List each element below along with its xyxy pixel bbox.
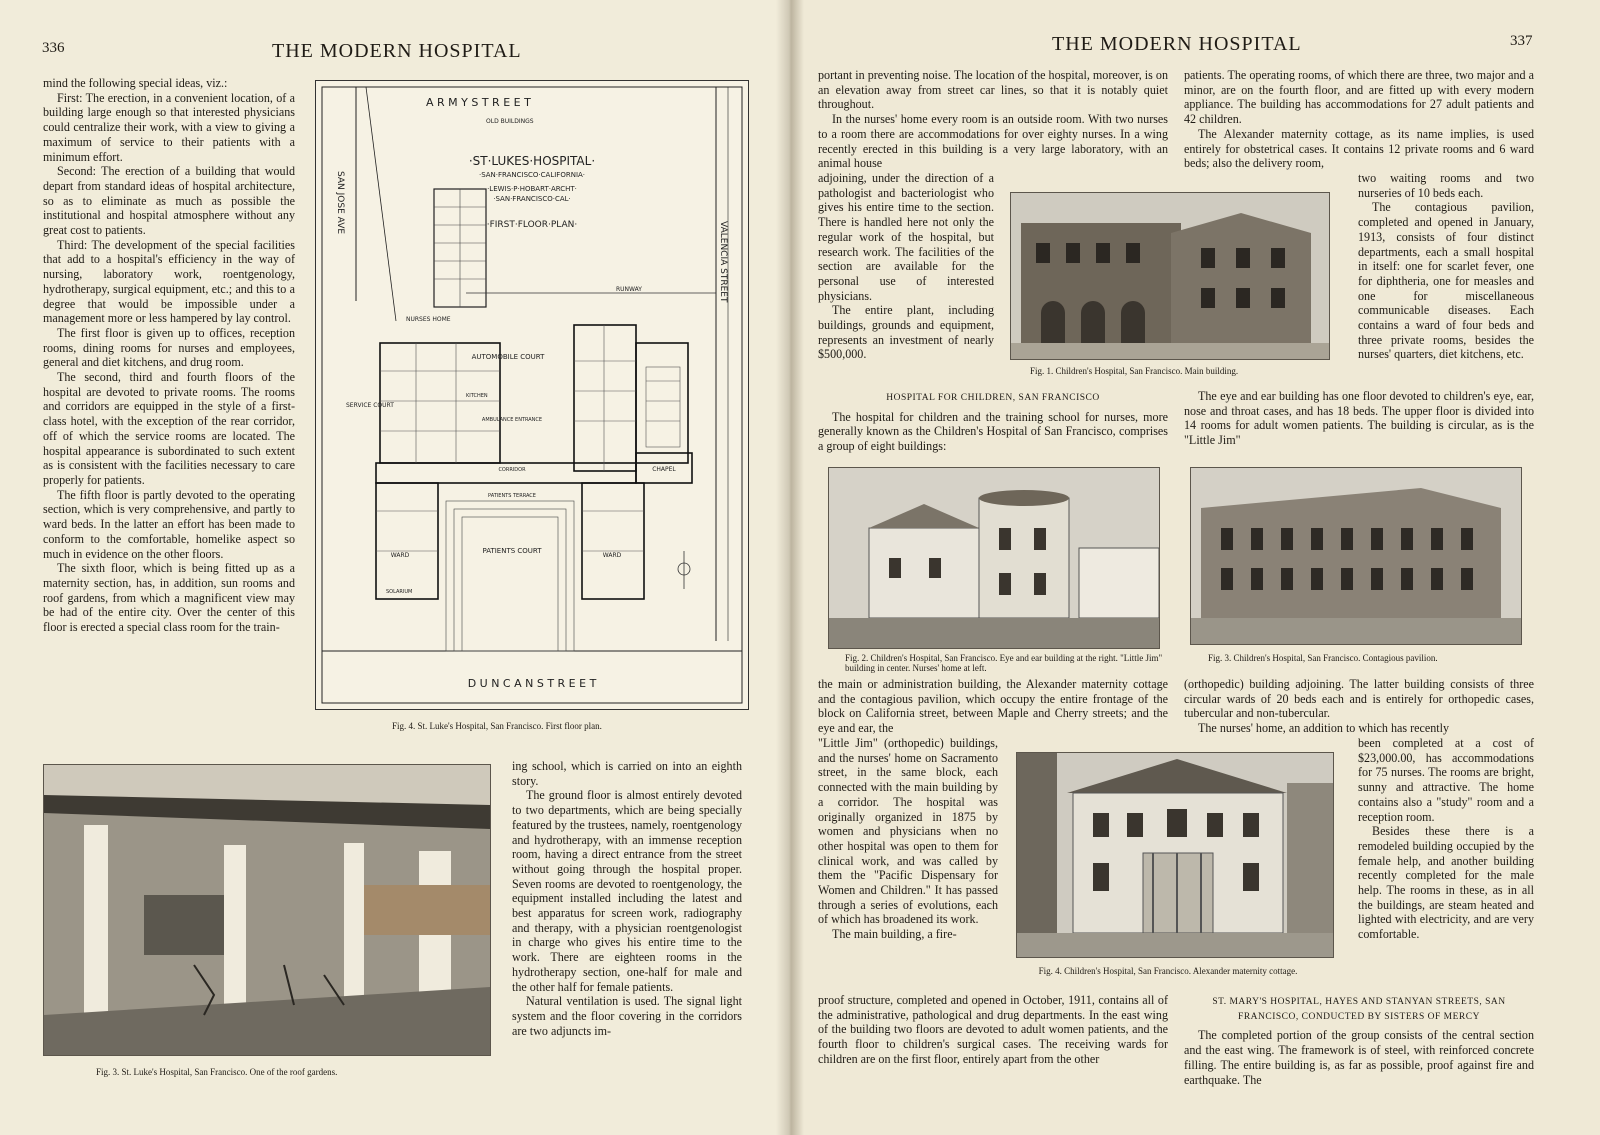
paragraph: Second: The erection of a building that would depart from standard ideas of hospital architecture, so as to eliminate as much as possible the institutional and hospital atmosphere without any great cost to patients. [43, 164, 295, 238]
section-heading-childrens: HOSPITAL FOR CHILDREN, SAN FRANCISCO [886, 393, 1100, 403]
plan-street-left: SAN JOSE AVE [335, 171, 345, 235]
contagious-pavilion-photo [1190, 467, 1522, 645]
fig3-caption-left: Fig. 3. St. Luke's Hospital, San Francisco. One of the roof gardens. [96, 1067, 338, 1077]
right-column-c-top [818, 677, 1168, 736]
fig4-caption-right: Fig. 4. Children's Hospital, San Francisco. Alexander maternity cottage. [1038, 966, 1298, 976]
plan-solarium: SOLARIUM [386, 589, 413, 595]
paragraph: The contagious pavilion, completed and opened in January, 1913, consists of four distinct departments, each a small hospital in itself: one for scarlet fever, one for diphtheria, one for measles and one for miscellaneous communicable diseases. Each contains a ward of four beds and three private rooms, besides the nurses' quarters, diet kitchens, etc. [1358, 200, 1534, 362]
eye-ear-building-photo [828, 467, 1160, 649]
paragraph: the main or administration building, the Alexander maternity cottage and the contagious pavilion, which occupy the entire frontage of the block on California street, between Maple and Cherry streets; and the eye and ear, the [818, 677, 1168, 736]
paragraph: In the nurses' home every room is an outside room. With two nurses to a room there are accommodations for over eighty nurses. In a wing recently erected in this building is a very large laboratory, with an animal house [818, 112, 1168, 171]
fig4-caption-left: Fig. 4. St. Luke's Hospital, San Francisco. First floor plan. [392, 721, 602, 731]
paragraph: The eye and ear building has one floor devoted to children's eye, ear, nose and throat cases, and has 18 beds. The upper floor is divided into 14 rooms for adult women patients. The building is circular, as is the "Little Jim" [1184, 389, 1534, 448]
book-gutter [776, 0, 804, 1135]
paragraph: The completed portion of the group consists of the central section and the east wing. The framework is of steel, with reinforced concrete filling. The entire building is, as far as possible, proof against fire and earthquake. The [1184, 1028, 1534, 1087]
left-page [0, 0, 790, 1135]
plan-corridor: CORRIDOR [498, 467, 526, 473]
right-column-c-narrow [818, 736, 998, 942]
paragraph: adjoining, under the direction of a pathologist and bacteriologist who gives his entire time to the section. There is handled here not only the regular work of the hospital, but research work. The facilities of the section are available for the personal use of interested physicians. [818, 171, 994, 303]
fig1-caption: Fig. 1. Children's Hospital, San Francisco. Main building. [1030, 366, 1239, 376]
paragraph: (orthopedic) building adjoining. The latter building consists of three circular wards of 20 beds each and is entirely for orthopedic cases, tubercular and non-tubercular. [1184, 677, 1534, 721]
paragraph: The first floor is given up to offices, reception rooms, dining rooms for nurses and employees, general and diet kitchens, and drug room. [43, 325, 295, 370]
paragraph: portant in preventing noise. The location of the hospital, moreover, is on an elevation away from street car lines, so that it is notably quiet throughout. [818, 68, 1168, 112]
alexander-cottage-photo [1016, 752, 1334, 958]
paragraph: ing school, which is carried on into an eighth story. [512, 759, 742, 788]
paragraph: Besides these there is a remodeled building occupied by the female help, and another building recently completed for the male help. The rooms in these, as in all the buildings, are steam heated and lighted with electricity, and are very comfortable. [1358, 824, 1534, 942]
paragraph: proof structure, completed and opened in October, 1911, contains all of the administrative, pathological and drug departments. In the east wing of the building two floors are devoted to adult women patients, and the fourth floor to children's surgical cases. The receiving wards for children are on the first floor, entirely apart from the other [818, 993, 1168, 1066]
plan-runway: RUNWAY [616, 286, 642, 293]
plan-ambulance: AMBULANCE ENTRANCE [481, 417, 543, 423]
right-column-b-after [1184, 389, 1534, 448]
fig3-caption-right: Fig. 3. Children's Hospital, San Francisco. Contagious pavilion. [1208, 653, 1438, 663]
plan-kitchen: KITCHEN [466, 393, 488, 399]
right-column-a-narrow [818, 171, 994, 362]
paragraph: The nurses' home, an addition to which has recently [1198, 721, 1450, 736]
paragraph: The ground floor is almost entirely devoted to two departments, which are being specially featured by the trustees, namely, roentgenology and hydrotherapy, with an immense reception room, having a direct entrance from the street without going through the hospital proper. Seven rooms are devoted to roentgenology, the equipment installed including the latest and best apparatus for screen work, radiography and therapy, with a physician roentgenologist in charge who gives his entire time to the work. There are eighteen rooms in the hydrotherapy section, one-half for male and the other half for female patients. [512, 788, 742, 994]
right-column-d-after [1184, 993, 1534, 1087]
right-column-c-after [818, 993, 1168, 1067]
paragraph: The Alexander maternity cottage, as its name implies, is used entirely for obstetrical cases. It contains 12 private rooms and 6 ward beds; also the delivery room, [1184, 126, 1534, 171]
paragraph: patients. The operating rooms, of which there are three, two major and a minor, are on the fourth floor, and are fitted up with every modern appliance. The building has accommodations for 27 adult patients and 42 children. [1184, 68, 1534, 127]
right-column-b-narrow [1358, 171, 1534, 362]
plan-architect-city: ·SAN·FRANCISCO·CAL· [493, 195, 571, 203]
plan-patients-court: PATIENTS COURT [482, 547, 542, 555]
section-heading-st-marys: ST. MARY'S HOSPITAL, HAYES AND STANYAN STREETS, SAN FRANCISCO, CONDUCTED BY SISTERS OF MERCY [1212, 997, 1506, 1022]
paragraph: The entire plant, including buildings, grounds and equipment, represents an investment of nearly $500,000. [818, 303, 994, 362]
running-head-right: THE MODERN HOSPITAL [1052, 33, 1302, 55]
plan-subtitle: ·SAN·FRANCISCO·CALIFORNIA· [478, 171, 586, 179]
right-column-d-top [1184, 677, 1534, 736]
paragraph: The sixth floor, which is being fitted up as a maternity section, has, in addition, sun rooms and roof gardens, from which a magnificent view may be had of the entire city. Over the center of this floor is erected a special class room for the train- [43, 561, 295, 635]
plan-street-right: VALENCIA STREET [718, 221, 728, 303]
paragraph: The main building, a fire- [832, 927, 957, 942]
left-column-1 [43, 76, 295, 635]
st-lukes-floor-plan [315, 80, 749, 710]
page-number-right: 337 [1510, 33, 1533, 49]
paragraph: "Little Jim" (orthopedic) buildings, and the nurses' home on Sacramento street, in the same block, each connected with the main building by a corridor. The hospital was originally organized in 1875 by women and physicians when no other hospital was open to them for clinical work, and was called by them the "Pacific Dispensary for Women and Children." It has passed through a series of evolutions, each of which has broadened its work. [818, 736, 998, 927]
fig2-caption: Fig. 2. Children's Hospital, San Francisco. Eye and ear building at the right. "Little Jim" building in center. Nurses' home at left. [845, 653, 1163, 673]
plan-terrace: PATIENTS TERRACE [488, 493, 536, 499]
plan-architect: ·LEWIS·P·HOBART·ARCHT· [487, 185, 577, 193]
plan-ward-left: WARD [390, 552, 410, 559]
plan-floor-name: ·FIRST·FLOOR·PLAN· [486, 220, 578, 230]
plan-title: ·ST·LUKES·HOSPITAL· [468, 154, 596, 168]
plan-chapel: CHAPEL [652, 466, 676, 473]
left-column-2 [512, 759, 742, 1038]
plan-service-court: SERVICE COURT [346, 402, 394, 409]
paragraph: First: The erection, in a convenient location, of a building large enough so that interested physicians could centralize their work, with a view to giving a maximum of service to their patients with a minimum effort. [43, 90, 295, 164]
plan-old-buildings: OLD BUILDINGS [486, 118, 534, 125]
running-head-left: THE MODERN HOSPITAL [272, 40, 522, 62]
plan-automobile-court: AUTOMOBILE COURT [471, 353, 545, 361]
paragraph: mind the following special ideas, viz.: [43, 76, 228, 90]
paragraph: been completed at a cost of $23,000.00, has accommodations for 75 nurses. The rooms are bright, sunny and attractive. The home contains also a "study" room and a reception room. [1358, 736, 1534, 824]
right-column-d-narrow [1358, 736, 1534, 942]
plan-street-top: A R M Y S T R E E T [426, 96, 531, 109]
paragraph: The hospital for children and the training school for nurses, more generally known as the Children's Hospital of San Francisco, comprises a group of eight buildings: [818, 409, 1168, 454]
paragraph: The second, third and fourth floors of the hospital are devoted to private rooms. The rooms and corridors are equipped in the style of a first-class hotel, with the exception of the rear corridor, off of which the service rooms are located. The hospital appearance is subordinated to such extent as is consistent with the facilities necessary to care properly for patients. [43, 370, 295, 487]
right-column-a-top [818, 68, 1168, 171]
paragraph: Third: The development of the special facilities that add to a hospital's efficiency in the way of nursing, laboratory work, roentgenology, hydrotherapy, surgical equipment, etc.; and this to a degree that would be impossible under a management more or less hampered by lay control. [43, 237, 295, 326]
plan-street-bottom: D U N C A N S T R E E T [467, 677, 597, 690]
plan-nurses-home: NURSES HOME [406, 316, 451, 323]
paragraph: The fifth floor is partly devoted to the operating section, which is very comprehensive, and partly to ward beds. In the latter an effort has been made to conform to the comfortable, homelike aspect so much in evidence on the other floors. [43, 487, 295, 561]
roof-garden-photo [43, 764, 491, 1056]
childrens-main-building-photo [1010, 192, 1330, 360]
page-number-left: 336 [42, 40, 65, 56]
paragraph: two waiting rooms and two nurseries of 10 beds each. [1358, 171, 1534, 200]
paragraph: Natural ventilation is used. The signal light system and the floor covering in the corridors are two adjuncts im- [512, 994, 742, 1038]
right-column-a-after [818, 389, 1168, 454]
right-column-b-top [1184, 68, 1534, 171]
plan-ward-right: WARD [602, 552, 622, 559]
right-page [790, 0, 1600, 1135]
